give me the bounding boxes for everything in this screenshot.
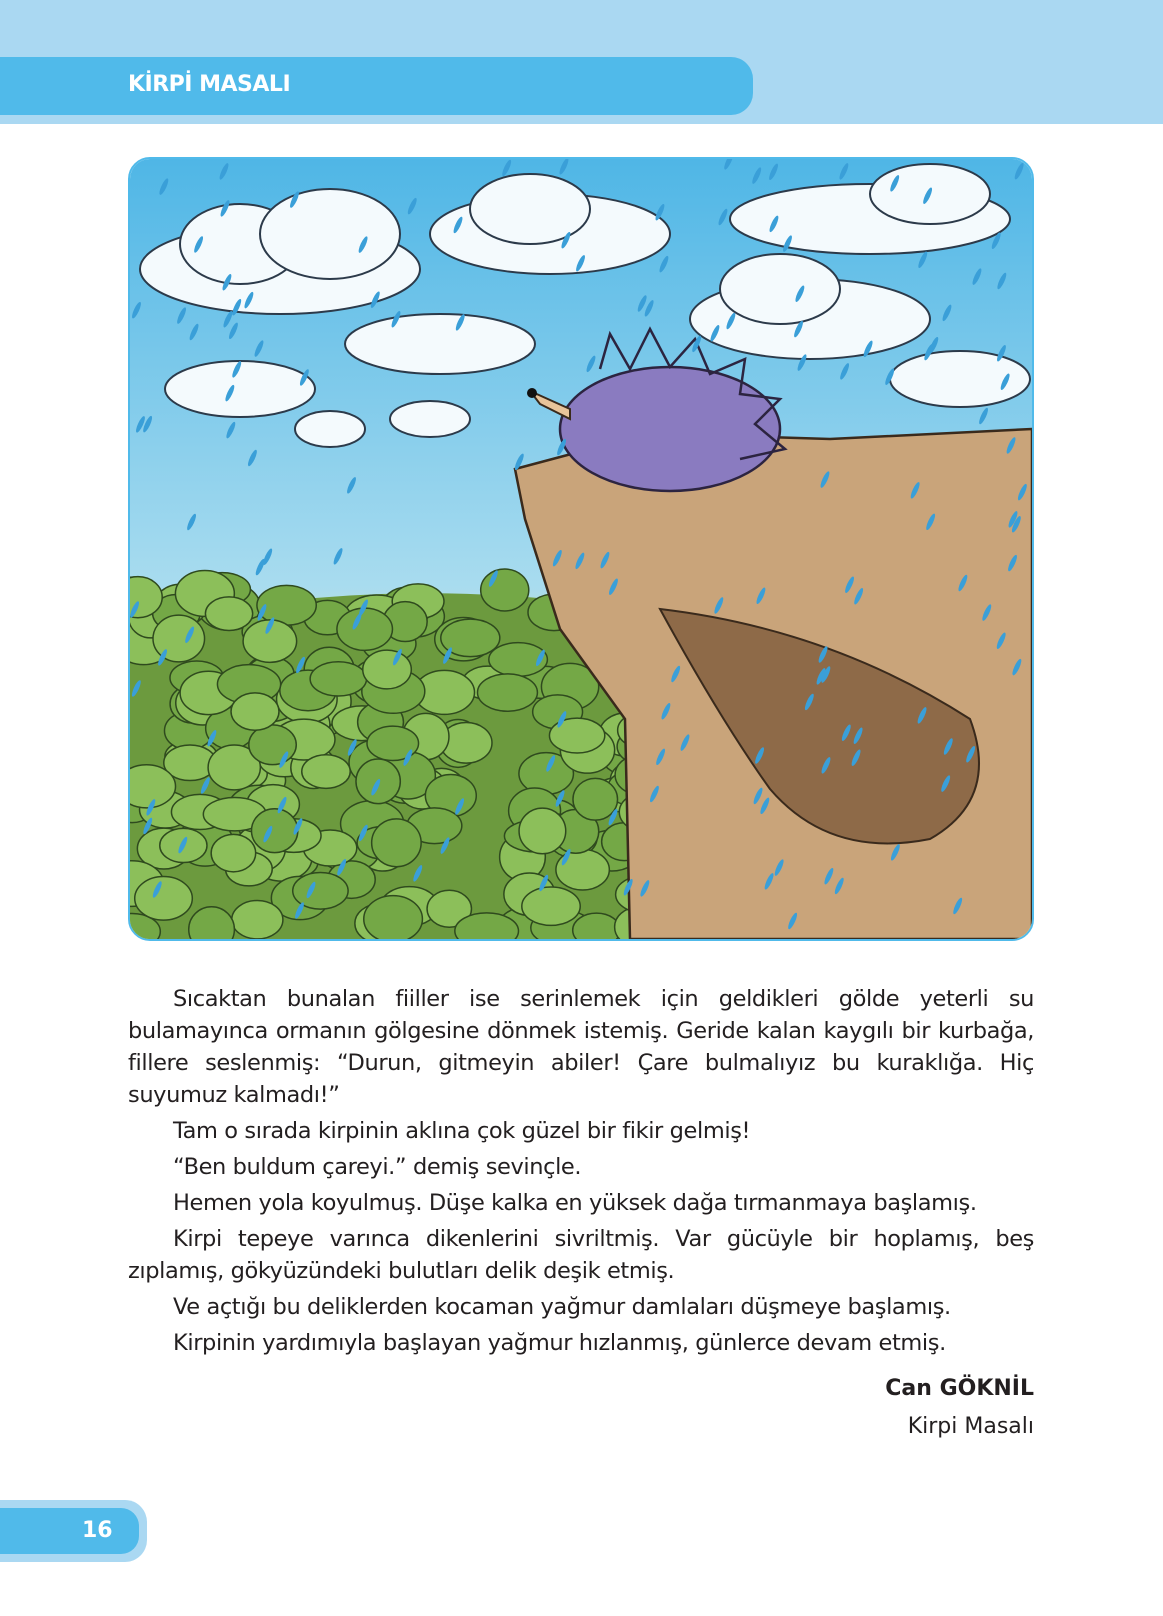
story-paragraph: Hemen yola koyulmuş. Düşe kalka en yüksek dağa tırmanmaya başlamış. — [173, 1190, 977, 1216]
source-title: Kirpi Masalı — [907, 1414, 1034, 1439]
page-number-tab-inner — [0, 1508, 139, 1554]
author-name: Can GÖKNİL — [885, 1376, 1034, 1401]
story-paragraph: Sıcaktan bunalan fiiller ise serinlemek için geldikleri gölde yeterli su bulamayınca ormanın gölgesine dönmek istemiş. Geride kalan kaygılı bir kurbağa, fillere seslenmiş: “Durun, gitmeyin abiler! Çare bulmalıyız bu kuraklığa. Hiç suyumuz kalmadı!” — [128, 986, 1034, 1108]
story-text — [128, 983, 1034, 1363]
page-number: 16 — [82, 1518, 113, 1543]
story-paragraph: Ve açtığı bu deliklerden kocaman yağmur damlaları düşmeye başlamış. — [173, 1294, 951, 1320]
story-paragraph: Kirpi tepeye varınca dikenlerini sivriltmiş. Var gücüyle bir hoplamış, beş zıplamış, gökyüzündeki bulutları delik deşik etmiş. — [128, 1226, 1034, 1284]
page-title: KİRPİ MASALI — [128, 72, 291, 97]
title-tab — [0, 57, 753, 115]
story-illustration — [128, 157, 1034, 941]
story-paragraph: Tam o sırada kirpinin aklına çok güzel bir fikir gelmiş! — [173, 1118, 751, 1144]
story-paragraph: Kirpinin yardımıyla başlayan yağmur hızlanmış, günlerce devam etmiş. — [173, 1330, 946, 1356]
story-paragraph: “Ben buldum çareyi.” demiş sevinçle. — [173, 1154, 582, 1180]
